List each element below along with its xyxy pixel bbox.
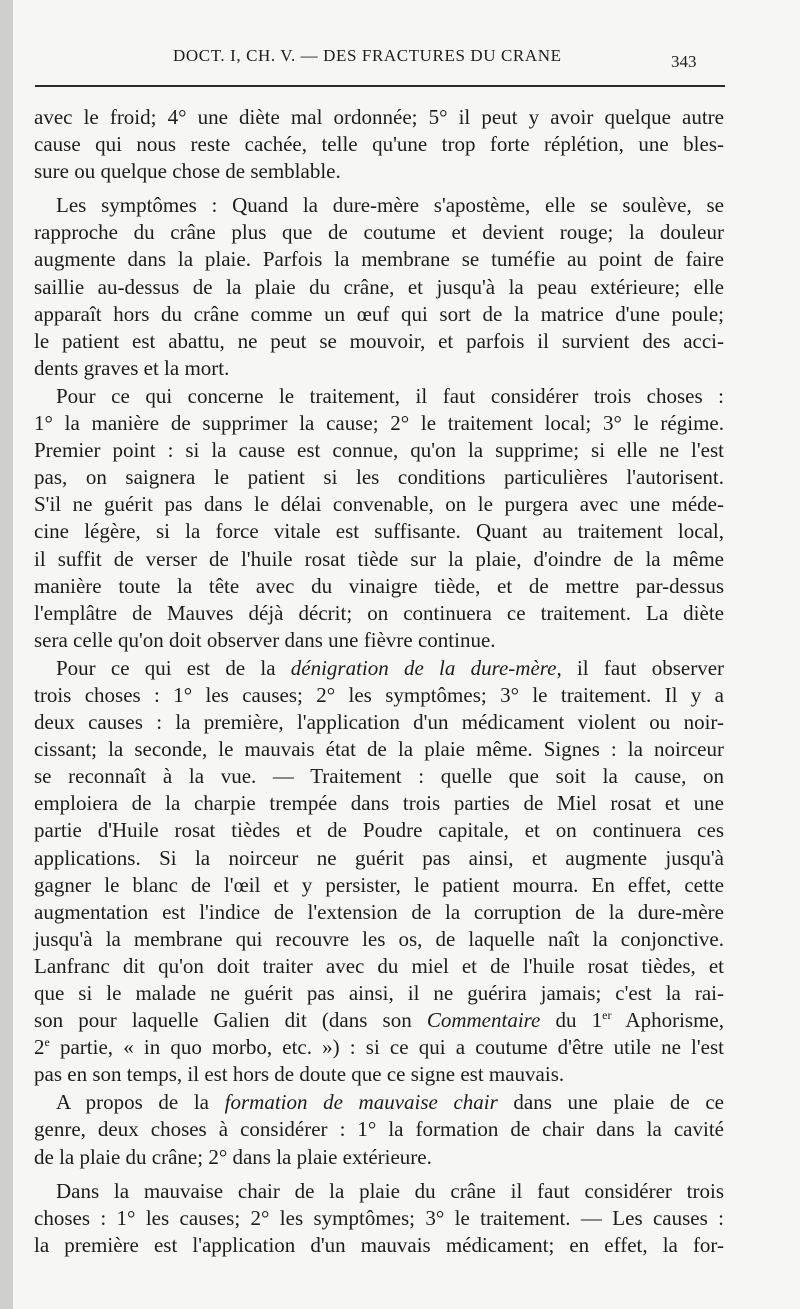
text-run: du 1 bbox=[540, 1008, 603, 1033]
text-line: cause qui nous reste cachée, telle qu'une trop forte réplétion, une bles- bbox=[34, 132, 724, 157]
text-line: Dans la mauvaise chair de la plaie du crâne il faut considérer trois bbox=[56, 1178, 724, 1203]
text-line: cine légère, si la force vitale est suffisante. Quant au traitement local, bbox=[34, 519, 724, 544]
text-line: Pour ce qui concerne le traitement, il faut considérer trois choses : bbox=[56, 383, 724, 408]
paragraph bbox=[34, 1178, 724, 1259]
text-line: se reconnaît à la vue. — Traitement : quelle que soit la cause, on bbox=[34, 764, 724, 789]
text-run: dans une plaie de ce bbox=[497, 1090, 724, 1115]
text-line: pas, on saignera le patient si les conditions particulières l'autorisent. bbox=[34, 465, 724, 490]
paragraph bbox=[34, 1089, 724, 1170]
text-line: genre, deux choses à considérer : 1° la formation de chair dans la cavité bbox=[34, 1117, 724, 1142]
body-text bbox=[34, 103, 724, 1259]
paragraph bbox=[34, 383, 724, 654]
text-run: Aphorisme, bbox=[611, 1008, 725, 1033]
text-line: gagner le blanc de l'œil et y persister, le patient mourra. En effet, cette bbox=[34, 872, 724, 897]
italic-term: Commentaire bbox=[426, 1008, 541, 1033]
text-run: A propos de la bbox=[56, 1090, 225, 1115]
text-line: jusqu'à la membrane qui recouvre les os, de laquelle naît la conjonctive. bbox=[34, 926, 724, 951]
text-line: S'il ne guérit pas dans le délai convenable, on le purgera avec une méde- bbox=[34, 492, 724, 517]
text-line: Lanfranc dit qu'on doit traiter avec du miel et de l'huile rosat tièdes, et bbox=[34, 953, 724, 978]
text-line: sera celle qu'on doit observer dans une fièvre continue. bbox=[34, 627, 496, 652]
text-run: son pour laquelle Galien dit (dans son bbox=[34, 1008, 427, 1033]
text-line: Premier point : si la cause est connue, qu'on la supprime; si elle ne l'est bbox=[34, 438, 724, 463]
text-line: augmentation est l'indice de l'extension de la corruption de la dure-mère bbox=[34, 899, 724, 924]
page-header bbox=[13, 46, 800, 76]
text-line: l'emplâtre de Mauves déjà décrit; on continuera ce traitement. La diète bbox=[34, 600, 724, 625]
text-line bbox=[34, 1007, 724, 1034]
text-line: emploiera de la charpie trempée dans trois parties de Miel rosat et une bbox=[34, 791, 724, 816]
text-line: applications. Si la noirceur ne guérit pas ainsi, et augmente jusqu'à bbox=[34, 845, 724, 870]
text-line: deux causes : la première, l'application d'un médicament violent ou noir- bbox=[34, 710, 724, 735]
text-line: apparaît hors du crâne comme un œuf qui sort de la matrice d'une poule; bbox=[34, 301, 724, 326]
header-rule bbox=[35, 85, 725, 87]
text-line bbox=[34, 655, 724, 682]
text-line: il suffit de verser de l'huile rosat tiède sur la plaie, d'oindre de la même bbox=[34, 546, 724, 571]
text-line: rapproche du crâne plus que de coutume et devient rouge; la douleur bbox=[34, 220, 724, 245]
page-number: 343 bbox=[671, 52, 697, 71]
text-line bbox=[34, 1034, 724, 1061]
superscript: er bbox=[602, 1008, 612, 1023]
text-line: partie d'Huile rosat tièdes et de Poudre capitale, et on continuera ces bbox=[34, 818, 724, 843]
paragraph bbox=[34, 655, 724, 1089]
italic-term: dénigration de la dure-mère bbox=[290, 655, 557, 680]
text-line: saillie au-dessus de la plaie du crâne, et jusqu'à la peau extérieure; elle bbox=[34, 274, 724, 299]
italic-term: formation de mauvaise chair bbox=[224, 1090, 498, 1115]
text-line: choses : 1° les causes; 2° les symptômes; 3° le traitement. — Les causes : bbox=[34, 1205, 724, 1230]
text-line: Les symptômes : Quand la dure-mère s'apostème, elle se soulève, se bbox=[56, 193, 724, 218]
text-line: avec le froid; 4° une diète mal ordonnée; 5° il peut y avoir quelque autre bbox=[34, 105, 724, 129]
text-line: de la plaie du crâne; 2° dans la plaie extérieure. bbox=[34, 1144, 432, 1169]
text-line: que si le malade ne guérit pas ainsi, il ne guérira jamais; c'est la rai- bbox=[34, 981, 724, 1005]
text-run: , il faut observer bbox=[556, 655, 725, 680]
text-line: pas en son temps, il est hors de doute que ce signe est mauvais. bbox=[34, 1062, 565, 1087]
text-line: manière toute la tête avec du vinaigre tiède, et de mettre par-dessus bbox=[34, 573, 724, 598]
text-line: augmente dans la plaie. Parfois la membrane se tuméfie au point de faire bbox=[34, 247, 724, 272]
text-run: partie, « in quo morbo, etc. ») : si ce qui a coutume d'être utile ne l'est bbox=[49, 1035, 724, 1060]
running-title: DOCT. I, CH. V. — DES FRACTURES DU CRANE bbox=[173, 46, 562, 65]
scan-margin bbox=[0, 0, 13, 1309]
text-line: cissant; la seconde, le mauvais état de la plaie même. Signes : la noirceur bbox=[34, 737, 724, 762]
text-run: Pour ce qui est de la bbox=[56, 655, 291, 680]
text-line: dents graves et la mort. bbox=[34, 355, 230, 380]
paragraph bbox=[34, 104, 724, 185]
text-line: la première est l'application d'un mauvais médicament; en effet, la for- bbox=[34, 1232, 724, 1257]
text-line: sure ou quelque chose de semblable. bbox=[34, 159, 341, 184]
book-page bbox=[13, 0, 800, 1309]
text-run: 2 bbox=[34, 1035, 45, 1060]
text-line bbox=[34, 1089, 724, 1116]
text-line: trois choses : 1° les causes; 2° les symptômes; 3° le traitement. Il y a bbox=[34, 682, 724, 707]
text-line: 1° la manière de supprimer la cause; 2° le traitement local; 3° le régime. bbox=[34, 411, 724, 436]
superscript: e bbox=[44, 1035, 50, 1050]
text-line: le patient est abattu, ne peut se mouvoir, et parfois il survient des acci- bbox=[34, 328, 724, 353]
paragraph bbox=[34, 192, 724, 382]
